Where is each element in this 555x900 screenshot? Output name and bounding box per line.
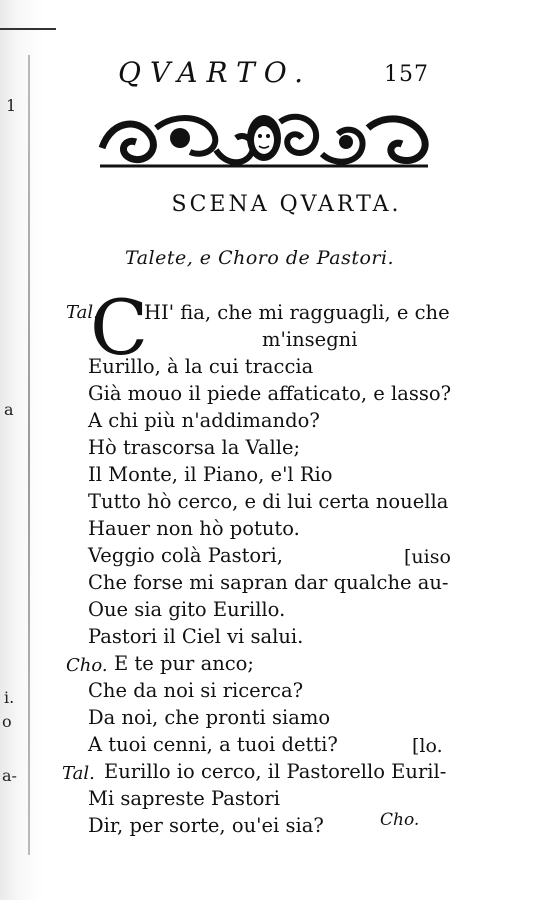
verse-line: Pastori il Ciel vi salui. (88, 625, 304, 648)
binding-shadow (28, 55, 30, 855)
verse-line: Oue sia gito Eurillo. (88, 598, 286, 621)
verse-line: HI' fia, che mi ragguagli, e che (144, 301, 450, 324)
verse-line: Eurillo io cerco, il Pastorello Euril- (104, 760, 447, 783)
running-head: QVARTO. (118, 56, 312, 89)
verse-line: Che da noi si ricerca? (88, 679, 304, 702)
previous-page-gutter (0, 0, 44, 900)
gutter-mark: i. (4, 688, 15, 707)
verse-line: Mi sapreste Pastori (88, 787, 280, 810)
verse-line: Tutto hò cerco, e di lui certa nouella (88, 490, 449, 513)
page-number: 157 (384, 62, 429, 87)
turnover-fragment: [lo. (412, 735, 443, 757)
verse-line: m'insegni (262, 328, 358, 351)
verse-line: A chi più n'addimando? (88, 409, 320, 432)
speaker-label: Tal. (66, 302, 99, 323)
scene-heading: SCENA QVARTA. (171, 192, 402, 217)
verse-line: Dir, per sorte, ou'ei sia? (88, 814, 324, 837)
verse-line: Eurillo, à la cui traccia (88, 355, 314, 378)
gutter-mark: o (2, 712, 12, 731)
verse-line: Da noi, che pronti siamo (88, 706, 331, 729)
headpiece-ornament (96, 108, 432, 172)
verse-line: E te pur anco; (114, 652, 254, 675)
gutter-rule (0, 28, 56, 30)
catchword: Cho. (380, 810, 420, 830)
verse-line: Il Monte, il Piano, e'l Rio (88, 463, 333, 486)
verse-line: Già mouo il piede affaticato, e lasso? (88, 382, 452, 405)
verse-line: Che forse mi sapran dar qualche au- (88, 571, 449, 594)
gutter-mark: a (4, 400, 14, 419)
verse-line: A tuoi cenni, a tuoi detti? (88, 733, 338, 756)
verse-line: Hò trascorsa la Valle; (88, 436, 301, 459)
speaker-label: Tal. (62, 763, 95, 784)
gutter-mark: a- (2, 766, 17, 785)
verse-line: Veggio colà Pastori, (88, 544, 283, 567)
gutter-mark: 1 (6, 96, 17, 115)
speaker-label: Cho. (66, 655, 108, 676)
turnover-fragment: [uiso (404, 546, 451, 568)
verse-line: Hauer non hò potuto. (88, 517, 300, 540)
characters-line: Talete, e Choro de Pastori. (125, 247, 395, 269)
drop-cap: C (90, 283, 149, 372)
